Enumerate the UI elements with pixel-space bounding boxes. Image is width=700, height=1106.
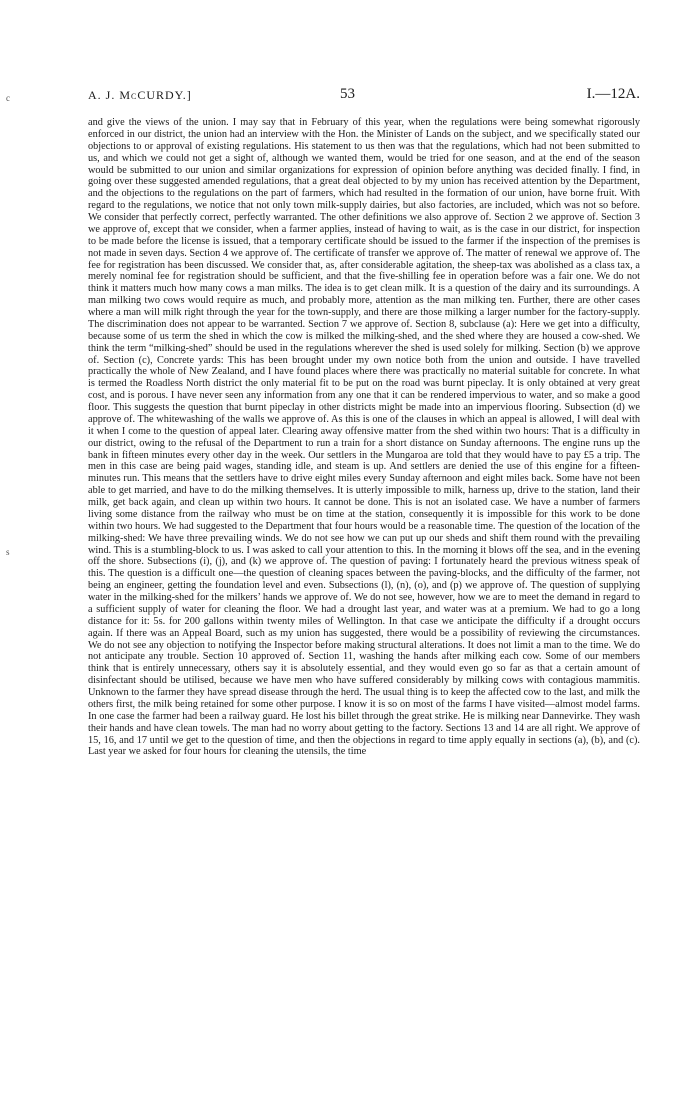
body-paragraph: and give the views of the union. I may say that in February of this year, when the regulations were being somewhat rigorously enforced in our district, the union had an interview with the Hon. the Minister of Lands on the subject, and we specifically stated our objections to or approval of existing regulations. His statement to us then was that the regulations, which had not been submitted to us, and which we could not get a sight of, although we wanted them, would be tried for one season, and at the end of the season would be submitted to our union and similar organizations for expression of opinion before anything was decided finally. I find, in going over these suggested amended regulations, that a great deal objected to by my union has received attention by the Department, and the objections to the regulations on the part of farmers, which had resulted in the formation of our union, have borne fruit. With regard to the regulations, we notice that not only town milk-supply dairies, but also factories, are included, which was not so before. We consider that perfectly correct, perfectly warranted. The other definitions we also approve of. Section 2 we approve of. Section 3 we approve of, except that we consider, when a farmer applies, instead of having to wait, as is the case in our district, for inspection to be made before the license is issued, that a temporary certificate should be issued to the farmer if the inspection of the premises is not made in seven days. Section 4 we approve of. The certificate of transfer we approve of. The matter of renewal we approve of. The fee for registration has been discussed. We consider that, as, after considerable agitation, the sheep-tax was abolished as a class tax, a merely nominal fee for registration should be sufficient, and that the five-shilling fee in operation before was a fair one. We do not think it matters much how many cows a man milks. The idea is to get clean milk. It is a question of the dairy and its surroundings. A man milking two cows would require as much, and probably more, attention as the man milking ten. Further, there are other cases where a man will milk right through the year for the town-supply, and there are those milking a larger number for the factory-supply. The discrimination does not appear to be warranted. Section 7 we approve of. Section 8, subclause (a): Here we get into a difficulty, because some of us term the shed in which the cow is milked the milking-shed, and the shed where they are housed a cow-shed. We think the term “milking-shed” should be used in the regulations wherever the shed is used solely for milking. Section (b) we approve of. Section (c), Concrete yards: This has been brought under my own notice both from the union and outside. I have travelled practically the whole of New Zealand, and I have found places where there was practically no material suitable for concrete. In what is termed the Roadless North district the only material fit to be put on the road was burnt pipeclay. It is only obtained at very great cost, and is porous. I have never seen any information from any one that it can be rendered impervious to water, and so make a good floor. This suggests the question that burnt pipeclay in other districts might be made into an impervious flooring. Subsection (d) we approve of. The whitewashing of the walls we approve of. As this is one of the clauses in which an appeal is allowed, I will deal with it when I come to the question of appeal later. Clearing away offensive matter from the shed within two hours: That is a difficulty in our district, owing to the refusal of the Department to run a train for a short distance on Sunday afternoons. The engine runs up the bank in fifteen minutes every other day in the week. Our settlers in the Mungaroa are told that they would have to pay £5 a trip. The men in this case are being paid wages, standing idle, and steam is up. And settlers are denied the use of this engine for a fifteen-minutes run. This means that the settlers have to drive eight miles every Sunday afternoon and eight miles back. Some have not been able to get married, and have to do the milking themselves. It is utterly impossible to milk, harness up, drive to the station, land their milk, get back again, and clean up within two hours. It cannot be done. This is not an isolated case. We have a number of farmers living some distance from the railway who must be on time at the station, consequently it is impossible for this work to be done within two hours. We had suggested to the Department that four hours would be a reasonable time. The question of the location of the milking-shed: We have three prevailing winds. We do not see how we can put up our sheds and shift them round with the prevailing wind. This is a stumbling-block to us. I was asked to call your attention to this. In the morning it blows off the sea, and in the evening off the shore. Subsections (i), (j), and (k) we approve of. The question of paving: I fortunately heard the previous witness speak of this. The question is a difficult one—the question of cleaning spaces between the paving-blocks, and the difficulty of the farmer, not being an engineer, getting the foundation level and even. Subsections (l), (n), (o), and (p) we approve of. The question of supplying water in the milking-shed for the milkers’ hands we approve of. We do not see, however, how we are to meet the demand in regard to a sufficient supply of water for cleaning the floor. We had a drought last year, and water was at a premium. We had to go a long distance for it: 5s. for 200 gallons within twenty miles of Wellington. In that case we anticipate the difficulty if a drought occurs again. If there was an Appeal Board, such as my union has suggested, there would be a possibility of reviewing the circumstances. We do not see any objection to notifying the Inspector before making structural alterations. It does not limit a man to the time. We do not anticipate any trouble. Section 10 approved of. Section 11, washing the hands after milking each cow. Some of our members think that is entirely unnecessary, others say it is absolutely essential, and they would even go so far as that a certain amount of disinfectant should be utilised, because we have men who have suffered considerably by milking cows with contagious mammitis. Unknown to the farmer they have spread disease through the herd. The usual thing is to keep the affected cow to the last, and milk the others first, the milk being retained for some other purpose. I know it is so on most of the farms I have visited—almost model farms. In one case the farmer had been a railway guard. He lost his billet through the great strike. He is milking near Dannevirke. They wash their hands and have clean towels. The man had no worry about getting to the factory. Sections 13 and 14 are all right. We approve of 15, 16, and 17 until we get to the question of time, and then the objections in regard to time apply equally in sections (a), (b), and (c). Last year we asked for four hours for cleaning the utensils, the time — [88, 117, 640, 758]
margin-mark: s — [6, 547, 10, 557]
page-header — [88, 86, 640, 106]
margin-mark: c — [6, 93, 10, 103]
page-number: 53 — [340, 86, 355, 102]
running-head: A. J. McCURDY.] — [88, 88, 192, 102]
paper-reference: I.—12A. — [586, 86, 640, 102]
